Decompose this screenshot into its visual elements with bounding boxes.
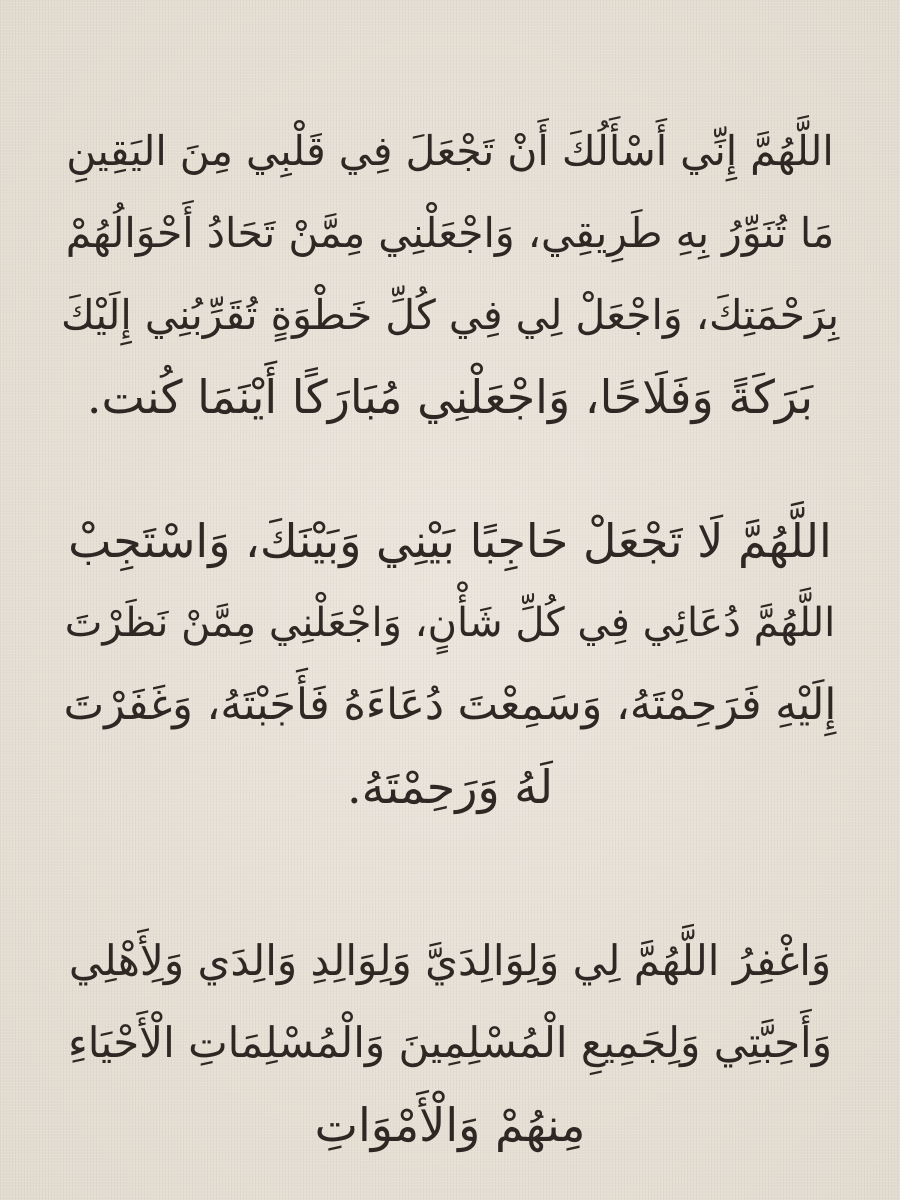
text-line: مِنهُمْ وَالْأَمْوَاتِ xyxy=(314,1098,586,1152)
text-line: مَا تُنَوِّرُ بِهِ طَرِيقِي، وَاجْعَلْنِي مِمَّنْ تَحَادُ أَحْوَالُهُمْ xyxy=(65,209,835,257)
prayer-paragraph-3 xyxy=(60,920,840,1166)
prayer-paragraph-2 xyxy=(60,500,840,828)
text-line: وَأَحِبَّتِي وَلِجَمِيعِ الْمُسْلِمِينَ وَالْمُسْلِمَاتِ الْأَحْيَاءِ xyxy=(67,1018,833,1067)
text-line: اللَّهُمَّ إِنِّي أَسْأَلُكَ أَنْ تَجْعَلَ فِي قَلْبِي مِنَ اليَقِينِ xyxy=(66,127,834,175)
text-line: بَرَكَةً وَفَلَاحًا، وَاجْعَلْنِي مُبَارَكًا أَيْنَمَا كُنت. xyxy=(86,370,814,424)
text-line: اللَّهُمَّ لَا تَجْعَلْ حَاجِبًا بَيْنِي وَبَيْنَكَ، وَاسْتَجِبْ xyxy=(68,514,832,568)
text-line: لَهُ وَرَحِمْتَهُ. xyxy=(347,760,553,814)
text-line: إِلَيْهِ فَرَحِمْتَهُ، وَسَمِعْتَ دُعَاءَهُ فَأَجَبْتَهُ، وَغَفَرْتَ xyxy=(63,680,837,730)
text-line: اللَّهُمَّ دُعَائِي فِي كُلِّ شَأْنٍ، وَاجْعَلْنِي مِمَّنْ نَظَرْتَ xyxy=(64,600,836,646)
text-line: بِرَحْمَتِكَ، وَاجْعَلْ لِي فِي كُلِّ خَطْوَةٍ تُقَرِّبُنِي إِلَيْكَ xyxy=(60,291,840,339)
text-line: وَاغْفِرُ اللَّهُمَّ لِي وَلِوَالِدَيَّ وَلِوَالِدِ وَالِدَي وَلِأَهْلِي xyxy=(68,936,832,985)
prayer-paragraph-1 xyxy=(60,110,840,438)
